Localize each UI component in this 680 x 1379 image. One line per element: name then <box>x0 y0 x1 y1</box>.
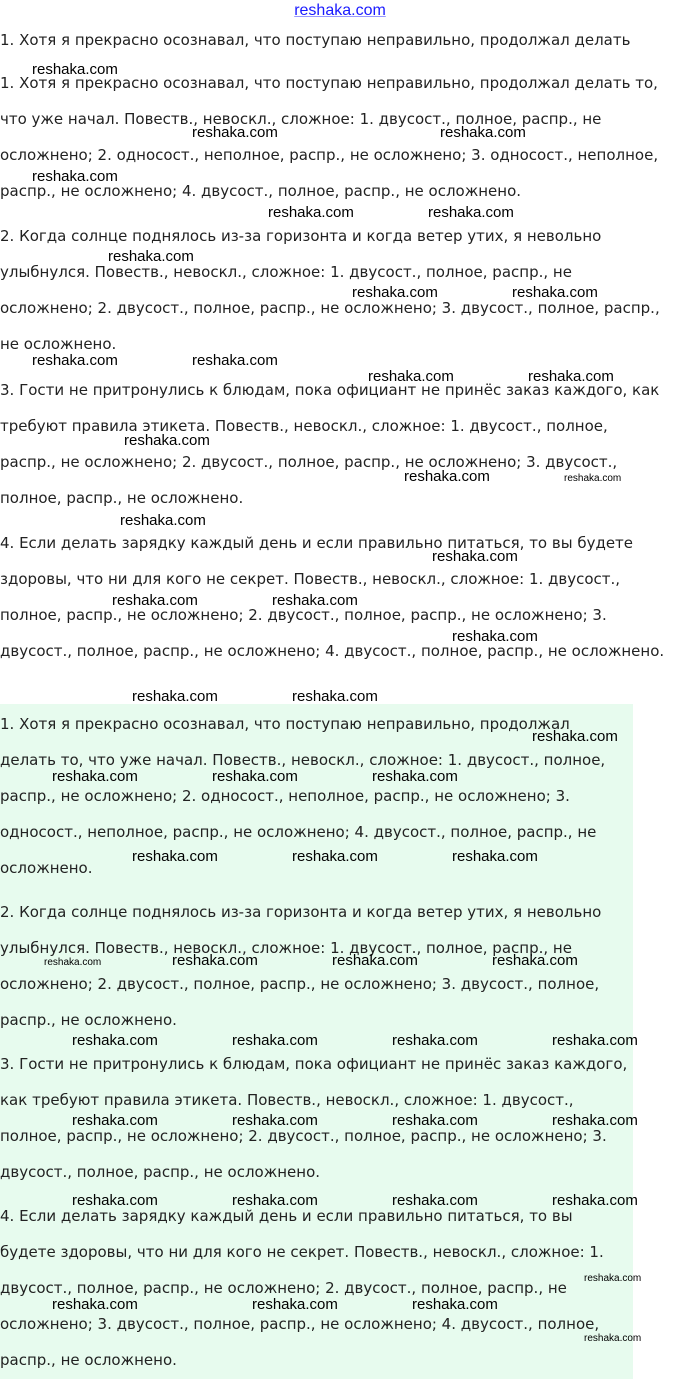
watermark: reshaka.com <box>292 688 378 705</box>
watermark: reshaka.com <box>392 1192 478 1209</box>
watermark: reshaka.com <box>124 432 210 449</box>
answer-item: 1. Хотя я прекрасно осознавал, что поступаю неправильно, продолжал делать то, что уже начал. Повеств., невоскл., сложное: 1. двусост., полное, распр., не осложнено; 2. односост., неполное, распр., не осложнено; 3. односост., неполное, распр., не осложнено; 4. двусост., полное, распр., не осложнено. <box>0 74 659 200</box>
watermark: reshaka.com <box>72 1192 158 1209</box>
watermark: reshaka.com <box>352 284 438 301</box>
site-link[interactable]: reshaka.com <box>294 2 386 19</box>
highlighted-answer-item: 2. Когда солнце поднялось из-за горизонта и когда ветер утих, я невольно улыбнулся. Повеств., невоскл., сложное: 1. двусост., полное, распр., не осложнено; 2. двусост., полное, распр., не осложнено; 3. двусост., полное, распр., не осложнено. <box>0 903 602 1029</box>
watermark: reshaka.com <box>32 352 118 369</box>
watermark: reshaka.com <box>552 1192 638 1209</box>
watermark: reshaka.com <box>552 1112 638 1129</box>
watermark: reshaka.com <box>584 1273 642 1284</box>
watermark: reshaka.com <box>532 728 618 745</box>
watermark: reshaka.com <box>272 592 358 609</box>
watermark: reshaka.com <box>404 468 490 485</box>
watermark: reshaka.com <box>292 848 378 865</box>
watermark: reshaka.com <box>584 1333 642 1344</box>
watermark: reshaka.com <box>132 848 218 865</box>
highlighted-answer-item: 1. Хотя я прекрасно осознавал, что поступаю неправильно, продолжал делать то, что уже начал. Повеств., невоскл., сложное: 1. двусост., полное, распр., не осложнено; 2. односост., неполное, распр., не осложнено; 3. односост., неполное, распр., не осложнено; 4. двусост., полное, распр., не осложнено. <box>0 715 606 877</box>
watermark: reshaka.com <box>492 952 578 969</box>
watermark: reshaka.com <box>252 1296 338 1313</box>
first-line: 1. Хотя я прекрасно осознавал, что поступаю неправильно, продолжал делать <box>0 31 631 49</box>
answer-item: 2. Когда солнце поднялось из-за горизонта и когда ветер утих, я невольно улыбнулся. Повеств., невоскл., сложное: 1. двусост., полное, распр., не осложнено; 2. двусост., полное, распр., не осложнено; 3. двусост., полное, распр., не осложнено. <box>0 227 660 353</box>
watermark: reshaka.com <box>32 168 118 185</box>
watermark: reshaka.com <box>120 512 206 529</box>
watermark: reshaka.com <box>392 1032 478 1049</box>
watermark: reshaka.com <box>428 204 514 221</box>
watermark: reshaka.com <box>108 248 194 265</box>
watermark: reshaka.com <box>432 548 518 565</box>
watermark: reshaka.com <box>192 352 278 369</box>
watermark: reshaka.com <box>192 124 278 141</box>
watermark: reshaka.com <box>44 957 102 968</box>
watermark: reshaka.com <box>512 284 598 301</box>
watermark: reshaka.com <box>232 1192 318 1209</box>
watermark: reshaka.com <box>52 768 138 785</box>
watermark: reshaka.com <box>32 61 118 78</box>
watermark: reshaka.com <box>132 688 218 705</box>
watermark: reshaka.com <box>172 952 258 969</box>
watermark: reshaka.com <box>268 204 354 221</box>
watermark: reshaka.com <box>212 768 298 785</box>
watermark: reshaka.com <box>232 1032 318 1049</box>
answer-item: 4. Если делать зарядку каждый день и если правильно питаться, то вы будете здоровы, что ни для кого не секрет. Повеств., невоскл., сложное: 1. двусост., полное, распр., не осложнено; 2. двусост., полное, распр., не осложнено; 3. двусост., полное, распр., не осложнено; 4. двусост., полное, распр., не осложнено. <box>0 534 665 660</box>
highlighted-answer-item: 3. Гости не притронулись к блюдам, пока официант не принёс заказ каждого, как требуют правила этикета. Повеств., невоскл., сложное: 1. двусост., полное, распр., не осложнено; 2. двусост., полное, распр., не осложнено; 3. двусост., полное, распр., не осложнено. <box>0 1055 628 1181</box>
watermark: reshaka.com <box>552 1032 638 1049</box>
watermark: reshaka.com <box>564 473 622 484</box>
watermark: reshaka.com <box>392 1112 478 1129</box>
answer-item: 3. Гости не притронулись к блюдам, пока официант не принёс заказ каждого, как требуют правила этикета. Повеств., невоскл., сложное: 1. двусост., полное, распр., не осложнено; 2. двусост., полное, распр., не осложнено; 3. двусост., полное, распр., не осложнено. <box>0 381 660 507</box>
watermark: reshaka.com <box>368 368 454 385</box>
watermark: reshaka.com <box>528 368 614 385</box>
watermark: reshaka.com <box>452 848 538 865</box>
highlighted-answer-item: 4. Если делать зарядку каждый день и если правильно питаться, то вы будете здоровы, что ни для кого не секрет. Повеств., невоскл., сложное: 1. двусост., полное, распр., не осложнено; 2. двусост., полное, распр., не осложнено; 3. двусост., полное, распр., не осложнено; 4. двусост., полное, распр., не осложнено. <box>0 1207 604 1369</box>
watermark: reshaka.com <box>112 592 198 609</box>
watermark: reshaka.com <box>232 1112 318 1129</box>
watermark: reshaka.com <box>52 1296 138 1313</box>
watermark: reshaka.com <box>412 1296 498 1313</box>
watermark: reshaka.com <box>72 1112 158 1129</box>
watermark: reshaka.com <box>72 1032 158 1049</box>
watermark: reshaka.com <box>440 124 526 141</box>
watermark: reshaka.com <box>332 952 418 969</box>
watermark: reshaka.com <box>452 628 538 645</box>
watermark: reshaka.com <box>372 768 458 785</box>
